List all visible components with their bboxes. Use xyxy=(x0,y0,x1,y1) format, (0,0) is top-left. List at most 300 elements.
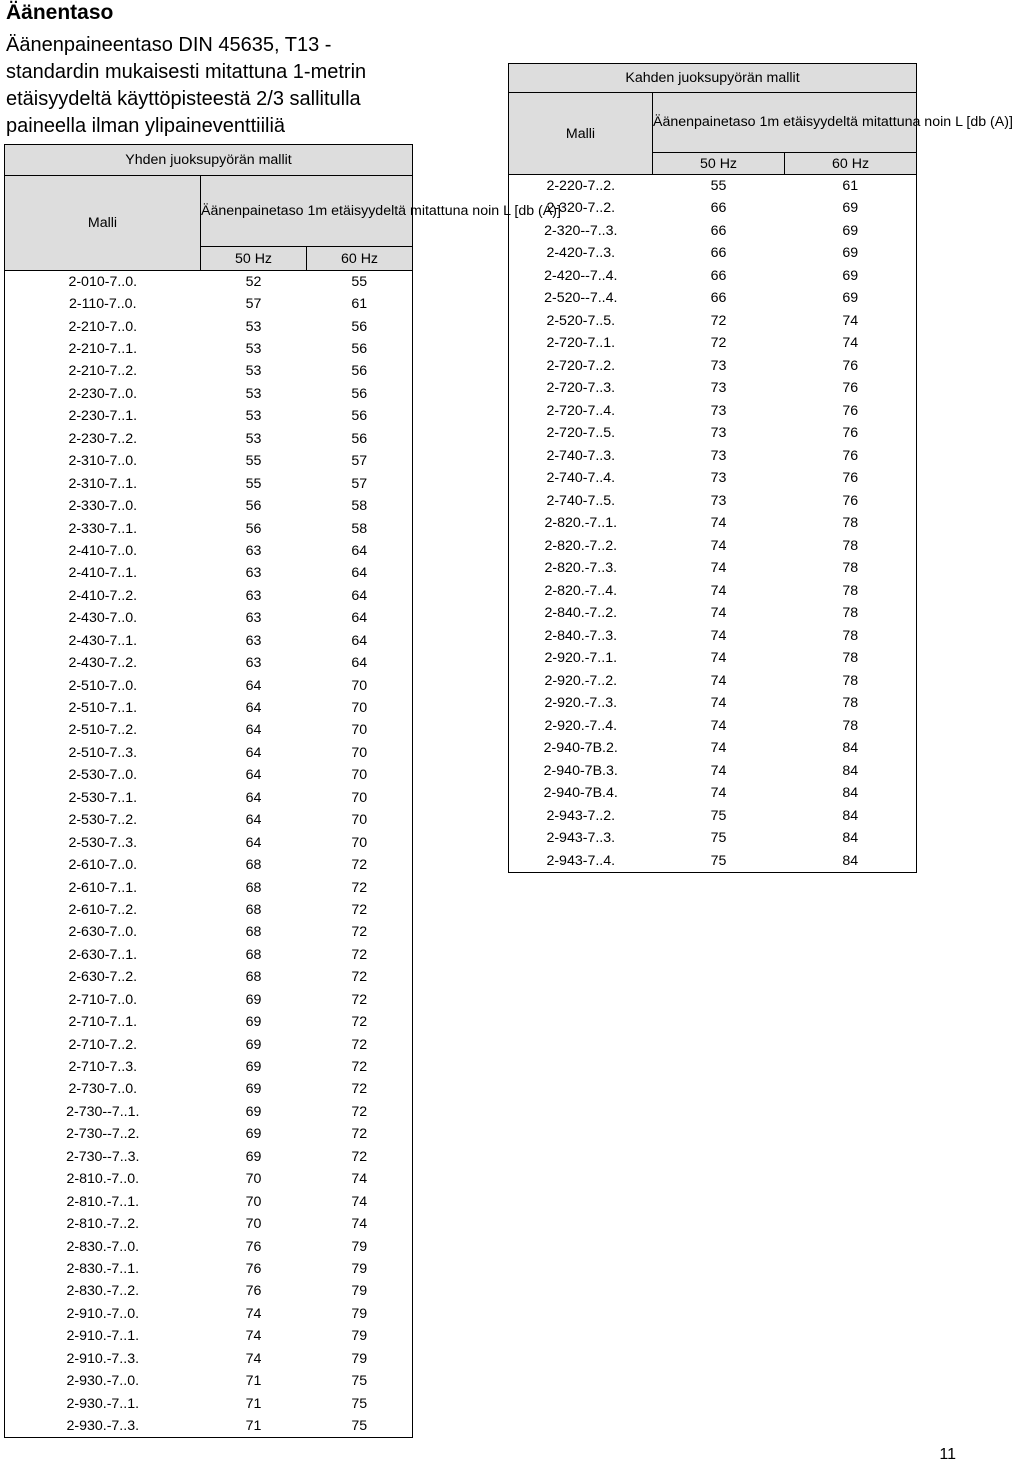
table-row xyxy=(5,1011,413,1033)
cell-60hz: 74 xyxy=(307,1213,413,1235)
table-row xyxy=(509,220,917,243)
cell-model: 2-630-7..0. xyxy=(5,921,201,943)
cell-50hz: 74 xyxy=(710,605,727,622)
table-row xyxy=(509,377,917,400)
cell-60hz: 72 xyxy=(307,899,413,921)
cell-60hz: 75 xyxy=(307,1392,413,1414)
table-row xyxy=(509,782,917,805)
cell-60hz: 72 xyxy=(307,1033,413,1055)
cell-model: 2-940-7B.3. xyxy=(509,760,653,783)
table-row xyxy=(5,1235,413,1257)
table-row xyxy=(509,827,917,850)
cell-60hz: 78 xyxy=(785,670,917,693)
cell-model: 2-930.-7..0. xyxy=(5,1370,201,1392)
cell-60hz: 70 xyxy=(307,787,413,809)
cell-50hz: 76 xyxy=(245,1260,262,1277)
cell-60hz: 70 xyxy=(307,831,413,853)
table-row xyxy=(5,1258,413,1280)
cell-50hz: 55 xyxy=(710,178,727,194)
cell-model: 2-810.-7..2. xyxy=(5,1213,201,1235)
cell-50hz: 69 xyxy=(245,1103,262,1120)
cell-60hz: 79 xyxy=(307,1303,413,1325)
cell-model: 2-943-7..4. xyxy=(509,850,653,873)
cell-50hz: 64 xyxy=(245,834,262,851)
cell-50hz: 75 xyxy=(710,830,727,847)
cell-60hz: 64 xyxy=(307,585,413,607)
table-row xyxy=(509,850,917,873)
cell-60hz: 74 xyxy=(307,1168,413,1190)
cell-50hz: 70 xyxy=(245,1171,262,1188)
table-row xyxy=(509,760,917,783)
cell-50hz: 53 xyxy=(245,385,262,402)
page-number: 11 xyxy=(939,1446,956,1463)
cell-model: 2-410-7..1. xyxy=(5,562,201,584)
cell-50hz: 64 xyxy=(245,722,262,739)
cell-model: 2-730--7..2. xyxy=(5,1123,201,1145)
cell-model: 2-430-7..0. xyxy=(5,607,201,629)
column-header-60hz: 60 Hz xyxy=(785,153,917,175)
cell-model: 2-820.-7..3. xyxy=(509,557,653,580)
cell-60hz: 76 xyxy=(785,490,917,513)
cell-50hz: 53 xyxy=(245,408,262,425)
page-subtitle: Äänenpaineentaso DIN 45635, T13 - standardin mukaisesti mitattuna 1-metrin etäisyydeltä käyttöpisteestä 2/3 sallitulla paineella ilman ylipaineventtiiliä xyxy=(6,34,367,137)
cell-50hz: 66 xyxy=(710,222,727,239)
cell-50hz: 73 xyxy=(710,470,727,487)
cell-50hz: 74 xyxy=(710,515,727,532)
cell-60hz: 74 xyxy=(307,1190,413,1212)
column-header-model: Malli xyxy=(5,176,201,271)
table-row xyxy=(5,1033,413,1055)
cell-model: 2-740-7..4. xyxy=(509,467,653,490)
column-header-60hz: 60 Hz xyxy=(307,247,413,271)
table-row xyxy=(5,944,413,966)
table-row xyxy=(5,1123,413,1145)
cell-60hz: 78 xyxy=(785,535,917,558)
cell-model: 2-610-7..0. xyxy=(5,854,201,876)
table-row xyxy=(5,876,413,898)
table-row xyxy=(5,1415,413,1437)
table-row xyxy=(5,338,413,360)
cell-60hz: 78 xyxy=(785,647,917,670)
cell-50hz: 76 xyxy=(245,1283,262,1300)
table-row xyxy=(5,540,413,562)
table-row xyxy=(509,467,917,490)
cell-50hz: 74 xyxy=(710,672,727,689)
table-row xyxy=(5,1078,413,1100)
cell-50hz: 69 xyxy=(245,991,262,1008)
cell-50hz: 73 xyxy=(710,447,727,464)
cell-60hz: 70 xyxy=(307,719,413,741)
table-row xyxy=(5,809,413,831)
cell-60hz: 78 xyxy=(785,557,917,580)
cell-model: 2-810.-7..0. xyxy=(5,1168,201,1190)
cell-model: 2-410-7..0. xyxy=(5,540,201,562)
table-row xyxy=(5,495,413,517)
table-row xyxy=(509,332,917,355)
cell-50hz: 66 xyxy=(710,267,727,284)
cell-60hz: 58 xyxy=(307,517,413,539)
cell-model: 2-740-7..5. xyxy=(509,490,653,513)
cell-50hz: 69 xyxy=(245,1036,262,1053)
table-row xyxy=(5,719,413,741)
cell-50hz: 74 xyxy=(710,582,727,599)
cell-model: 2-720-7..4. xyxy=(509,400,653,423)
table-caption: Yhden juoksupyörän mallit xyxy=(5,145,413,176)
cell-60hz: 84 xyxy=(785,782,917,805)
cell-model: 2-310-7..1. xyxy=(5,472,201,494)
cell-model: 2-410-7..2. xyxy=(5,585,201,607)
cell-60hz: 72 xyxy=(307,854,413,876)
cell-50hz: 70 xyxy=(245,1193,262,1210)
cell-model: 2-610-7..2. xyxy=(5,899,201,921)
cell-model: 2-910.-7..3. xyxy=(5,1348,201,1370)
cell-50hz: 74 xyxy=(710,740,727,757)
cell-60hz: 64 xyxy=(307,562,413,584)
table-row xyxy=(5,271,413,293)
cell-model: 2-530-7..0. xyxy=(5,764,201,786)
table-row xyxy=(5,674,413,696)
cell-50hz: 68 xyxy=(245,924,262,941)
table-row xyxy=(5,315,413,337)
table-row xyxy=(509,400,917,423)
cell-model: 2-830.-7..0. xyxy=(5,1235,201,1257)
table-row xyxy=(5,697,413,719)
cell-model: 2-910.-7..1. xyxy=(5,1325,201,1347)
cell-model: 2-710-7..1. xyxy=(5,1011,201,1033)
cell-50hz: 70 xyxy=(245,1216,262,1233)
cell-model: 2-820.-7..1. xyxy=(509,512,653,535)
table-row xyxy=(509,535,917,558)
table-body xyxy=(509,175,917,873)
cell-model: 2-430-7..2. xyxy=(5,652,201,674)
cell-50hz: 71 xyxy=(245,1395,262,1412)
double-impeller-table xyxy=(508,63,1013,873)
cell-model: 2-820.-7..4. xyxy=(509,580,653,603)
table-row xyxy=(5,428,413,450)
cell-model: 2-210-7..2. xyxy=(5,360,201,382)
cell-model: 2-720-7..1. xyxy=(509,332,653,355)
cell-model: 2-510-7..3. xyxy=(5,742,201,764)
cell-50hz: 73 xyxy=(710,425,727,442)
cell-60hz: 56 xyxy=(307,360,413,382)
cell-60hz: 84 xyxy=(785,850,917,873)
cell-50hz: 64 xyxy=(245,700,262,717)
cell-50hz: 69 xyxy=(245,1059,262,1076)
table-row xyxy=(5,831,413,853)
cell-model: 2-930.-7..3. xyxy=(5,1415,201,1437)
cell-model: 2-510-7..2. xyxy=(5,719,201,741)
cell-50hz: 72 xyxy=(710,335,727,352)
cell-60hz: 57 xyxy=(307,472,413,494)
table-row xyxy=(509,557,917,580)
cell-50hz: 69 xyxy=(245,1014,262,1031)
cell-model: 2-840.-7..3. xyxy=(509,625,653,648)
cell-60hz: 70 xyxy=(307,809,413,831)
cell-model: 2-720-7..3. xyxy=(509,377,653,400)
cell-model: 2-730--7..3. xyxy=(5,1146,201,1168)
table-row xyxy=(5,1056,413,1078)
cell-50hz: 74 xyxy=(710,560,727,577)
cell-60hz: 72 xyxy=(307,966,413,988)
table-row xyxy=(5,966,413,988)
cell-60hz: 72 xyxy=(307,944,413,966)
table-row xyxy=(509,625,917,648)
cell-50hz: 66 xyxy=(710,245,727,262)
cell-50hz: 69 xyxy=(245,1126,262,1143)
cell-60hz: 72 xyxy=(307,876,413,898)
cell-50hz: 53 xyxy=(245,318,262,335)
cell-60hz: 84 xyxy=(785,805,917,828)
cell-60hz: 70 xyxy=(307,674,413,696)
table-row xyxy=(509,647,917,670)
cell-model: 2-710-7..0. xyxy=(5,989,201,1011)
cell-50hz: 74 xyxy=(710,762,727,779)
cell-50hz: 53 xyxy=(245,430,262,447)
table-row xyxy=(509,490,917,513)
table-row xyxy=(5,787,413,809)
cell-60hz: 72 xyxy=(307,1056,413,1078)
table-row xyxy=(5,585,413,607)
cell-60hz: 79 xyxy=(307,1235,413,1257)
cell-50hz: 73 xyxy=(710,492,727,509)
cell-model: 2-110-7..0. xyxy=(5,293,201,315)
table-row xyxy=(509,265,917,288)
cell-model: 2-840.-7..2. xyxy=(509,602,653,625)
cell-50hz: 64 xyxy=(245,812,262,829)
cell-50hz: 74 xyxy=(710,627,727,644)
cell-model: 2-710-7..2. xyxy=(5,1033,201,1055)
cell-model: 2-520--7..4. xyxy=(509,287,653,310)
cell-50hz: 72 xyxy=(710,312,727,329)
table-row xyxy=(509,175,917,198)
table-row xyxy=(5,450,413,472)
cell-60hz: 74 xyxy=(785,310,917,333)
cell-model: 2-520-7..5. xyxy=(509,310,653,333)
cell-50hz: 68 xyxy=(245,969,262,986)
cell-60hz: 64 xyxy=(307,540,413,562)
cell-model: 2-420-7..3. xyxy=(509,242,653,265)
cell-60hz: 72 xyxy=(307,1101,413,1123)
cell-50hz: 64 xyxy=(245,789,262,806)
table-row xyxy=(5,562,413,584)
cell-50hz: 56 xyxy=(245,498,262,515)
cell-50hz: 75 xyxy=(710,807,727,824)
cell-60hz: 69 xyxy=(785,197,917,220)
cell-50hz: 74 xyxy=(710,785,727,802)
table-row xyxy=(509,737,917,760)
cell-model: 2-420--7..4. xyxy=(509,265,653,288)
cell-50hz: 68 xyxy=(245,901,262,918)
cell-60hz: 56 xyxy=(307,338,413,360)
table-row xyxy=(5,405,413,427)
cell-50hz: 63 xyxy=(245,610,262,627)
cell-60hz: 84 xyxy=(785,827,917,850)
cell-60hz: 61 xyxy=(785,175,917,198)
cell-60hz: 84 xyxy=(785,760,917,783)
cell-model: 2-943-7..2. xyxy=(509,805,653,828)
table-row xyxy=(5,899,413,921)
cell-model: 2-630-7..2. xyxy=(5,966,201,988)
cell-60hz: 70 xyxy=(307,697,413,719)
cell-model: 2-720-7..5. xyxy=(509,422,653,445)
table-row xyxy=(5,630,413,652)
cell-model: 2-830.-7..1. xyxy=(5,1258,201,1280)
cell-model: 2-920.-7..2. xyxy=(509,670,653,693)
cell-50hz: 74 xyxy=(710,537,727,554)
cell-model: 2-230-7..1. xyxy=(5,405,201,427)
column-header-sound-level: Äänenpainetaso 1m etäisyydeltä mitattuna noin L [db (A)] xyxy=(201,176,413,247)
table-row xyxy=(509,242,917,265)
column-header-50hz: 50 Hz xyxy=(201,247,307,271)
cell-50hz: 52 xyxy=(245,273,262,290)
table-row xyxy=(5,1280,413,1302)
cell-model: 2-230-7..0. xyxy=(5,383,201,405)
cell-50hz: 63 xyxy=(245,655,262,672)
table-row xyxy=(509,310,917,333)
cell-50hz: 64 xyxy=(245,677,262,694)
cell-60hz: 56 xyxy=(307,315,413,337)
cell-60hz: 75 xyxy=(307,1415,413,1437)
cell-60hz: 76 xyxy=(785,377,917,400)
table-row xyxy=(5,1303,413,1325)
single-impeller-table xyxy=(4,144,561,1438)
cell-model: 2-820.-7..2. xyxy=(509,535,653,558)
cell-60hz: 79 xyxy=(307,1348,413,1370)
cell-model: 2-510-7..0. xyxy=(5,674,201,696)
table-row xyxy=(5,293,413,315)
cell-60hz: 64 xyxy=(307,607,413,629)
table-row xyxy=(5,383,413,405)
cell-model: 2-940-7B.4. xyxy=(509,782,653,805)
table-row xyxy=(509,512,917,535)
cell-60hz: 72 xyxy=(307,989,413,1011)
cell-50hz: 53 xyxy=(245,363,262,380)
cell-50hz: 73 xyxy=(710,402,727,419)
cell-60hz: 78 xyxy=(785,715,917,738)
cell-model: 2-730--7..1. xyxy=(5,1101,201,1123)
cell-model: 2-510-7..1. xyxy=(5,697,201,719)
table-row xyxy=(509,670,917,693)
cell-model: 2-720-7..2. xyxy=(509,355,653,378)
table-row xyxy=(509,805,917,828)
cell-50hz: 74 xyxy=(245,1328,262,1345)
table-row xyxy=(5,1168,413,1190)
table-caption: Kahden juoksupyörän mallit xyxy=(509,64,917,93)
cell-model: 2-910.-7..0. xyxy=(5,1303,201,1325)
cell-60hz: 61 xyxy=(307,293,413,315)
table-row xyxy=(5,921,413,943)
table-row xyxy=(5,652,413,674)
cell-model: 2-630-7..1. xyxy=(5,944,201,966)
cell-50hz: 74 xyxy=(710,695,727,712)
table-body xyxy=(5,271,413,1438)
cell-model: 2-943-7..3. xyxy=(509,827,653,850)
cell-model: 2-810.-7..1. xyxy=(5,1190,201,1212)
column-header-50hz: 50 Hz xyxy=(653,153,785,175)
cell-60hz: 78 xyxy=(785,512,917,535)
table-row xyxy=(509,692,917,715)
cell-model: 2-530-7..2. xyxy=(5,809,201,831)
cell-model: 2-740-7..3. xyxy=(509,445,653,468)
cell-50hz: 63 xyxy=(245,565,262,582)
cell-60hz: 76 xyxy=(785,445,917,468)
cell-60hz: 69 xyxy=(785,220,917,243)
cell-60hz: 72 xyxy=(307,921,413,943)
page-title: Äänentaso xyxy=(6,1,114,24)
cell-model: 2-010-7..0. xyxy=(5,271,201,293)
table-row xyxy=(5,1348,413,1370)
cell-60hz: 70 xyxy=(307,742,413,764)
cell-model: 2-530-7..3. xyxy=(5,831,201,853)
cell-50hz: 74 xyxy=(710,717,727,734)
cell-50hz: 64 xyxy=(245,744,262,761)
table-row xyxy=(509,445,917,468)
cell-60hz: 72 xyxy=(307,1011,413,1033)
cell-model: 2-330-7..0. xyxy=(5,495,201,517)
cell-50hz: 73 xyxy=(710,380,727,397)
cell-60hz: 78 xyxy=(785,580,917,603)
cell-50hz: 64 xyxy=(245,767,262,784)
cell-60hz: 57 xyxy=(307,450,413,472)
cell-50hz: 73 xyxy=(710,357,727,374)
table-row xyxy=(5,472,413,494)
table-row xyxy=(5,1392,413,1414)
table-row xyxy=(509,715,917,738)
table-row xyxy=(5,1370,413,1392)
cell-model: 2-310-7..0. xyxy=(5,450,201,472)
cell-50hz: 68 xyxy=(245,946,262,963)
table-row xyxy=(509,422,917,445)
table-row xyxy=(5,764,413,786)
cell-50hz: 63 xyxy=(245,542,262,559)
cell-60hz: 56 xyxy=(307,405,413,427)
cell-model: 2-940-7B.2. xyxy=(509,737,653,760)
cell-50hz: 56 xyxy=(245,520,262,537)
cell-model: 2-920.-7..1. xyxy=(509,647,653,670)
cell-50hz: 68 xyxy=(245,879,262,896)
cell-60hz: 69 xyxy=(785,287,917,310)
table-row xyxy=(5,1146,413,1168)
cell-60hz: 56 xyxy=(307,428,413,450)
table-row xyxy=(509,287,917,310)
cell-model: 2-920.-7..4. xyxy=(509,715,653,738)
cell-60hz: 64 xyxy=(307,630,413,652)
table-row xyxy=(509,602,917,625)
cell-model: 2-210-7..1. xyxy=(5,338,201,360)
cell-50hz: 66 xyxy=(710,200,727,217)
cell-50hz: 76 xyxy=(245,1238,262,1255)
table-row xyxy=(5,607,413,629)
cell-60hz: 76 xyxy=(785,355,917,378)
cell-60hz: 79 xyxy=(307,1325,413,1347)
cell-model: 2-730-7..0. xyxy=(5,1078,201,1100)
cell-model: 2-530-7..1. xyxy=(5,787,201,809)
cell-model: 2-430-7..1. xyxy=(5,630,201,652)
cell-50hz: 75 xyxy=(653,850,785,873)
cell-60hz: 84 xyxy=(785,737,917,760)
cell-60hz: 56 xyxy=(307,383,413,405)
table-row xyxy=(5,742,413,764)
cell-model: 2-320--7..3. xyxy=(509,220,653,243)
cell-50hz: 74 xyxy=(245,1350,262,1367)
column-header-sound-level: Äänenpainetaso 1m etäisyydeltä mitattuna noin L [db (A)] xyxy=(653,93,917,153)
table-row xyxy=(5,1213,413,1235)
cell-60hz: 78 xyxy=(785,625,917,648)
cell-model: 2-330-7..1. xyxy=(5,517,201,539)
cell-50hz: 63 xyxy=(245,587,262,604)
table-row xyxy=(509,580,917,603)
cell-60hz: 79 xyxy=(307,1258,413,1280)
